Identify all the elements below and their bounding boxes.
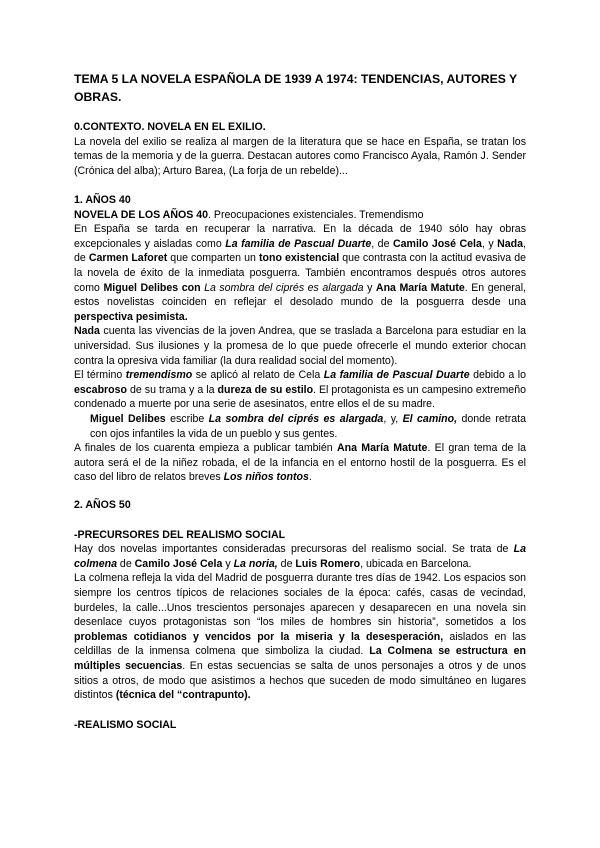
section-heading: 2. AÑOS 50 (74, 499, 131, 511)
section-2 (74, 498, 526, 732)
paragraph: El término tremendismo se aplicó al relato de Cela La familia de Pascual Duarte debido a lo escabroso de su trama y a la dureza de su estilo. El protagonista es un campesino extremeño condenado a muerte por una serie de asesinatos, entre ellos el de su madre. (74, 369, 526, 411)
section-heading: 1. AÑOS 40 (74, 194, 131, 206)
subsection-heading: -PRECURSORES DEL REALISMO SOCIAL (74, 528, 286, 541)
section-heading: 0.CONTEXTO. NOVELA EN EL EXILIO. (74, 121, 266, 133)
section-0 (74, 120, 526, 178)
paragraph: Nada cuenta las vivencias de la joven Andrea, que se traslada a Barcelona para estudiar en la universidad. Sus ilusiones y la promesa de lo que puede ofrecerle el mundo exterior chocan contra la opresiva vida familiar (la dura realidad social del momento). (74, 325, 526, 367)
paragraph: A finales de los cuarenta empieza a publicar también Ana María Matute. El gran tema de la autora será el de la niñez robada, el de la infancia en el entorno hostil de la posguerra. Es el caso del libro de relatos breves Los niños tontos. (74, 442, 526, 484)
paragraph: La colmena refleja la vida del Madrid de posguerra durante tres días de 1942. Los espacios son siempre los centros típicos de relaciones sociales de la época: cafés, casas de vecindad, burdeles, la calle...Unos trescientos personajes aparecen y desaparecen en una novela sin desenlace cuyos protagonistas son “los miles de hombres sin historia”, sometidos a los problemas cotidianos y vencidos por la miseria y la desesperación, aislados en las celdillas de la inmensa colmena que simboliza la ciudad. La Colmena se estructura en múltiples secuencias. En estas secuencias se salta de unos personajes a otros y de unos sitios a otros, de modo que asistimos a hechos que suceden de modo simultáneo en lugares distintos (técnica del “contrapunto). (74, 572, 526, 702)
paragraph: Miguel Delibes escribe La sombra del ciprés es alargada, y, El camino, donde retrata con ojos infantiles la vida de un pueblo y sus gentes. (90, 412, 526, 440)
page-title: TEMA 5 LA NOVELA ESPAÑOLA DE 1939 A 1974: TENDENCIAS, AUTORES Y OBRAS. (74, 72, 517, 104)
subsection-heading: -REALISMO SOCIAL (74, 718, 177, 731)
paragraph: En España se tarda en recuperar la narrativa. En la década de 1940 sólo hay obras excepcionales y aisladas como La familia de Pascual Duarte, de Camilo José Cela, y Nada, de Carmen Laforet que comparten un tono existencial que contrasta con la actitud evasiva de la novela de éxito de la inmediata posguerra. También encontramos después otros autores como Miguel Delibes con La sombra del ciprés es alargada y Ana María Matute. En general, estos novelistas coinciden en reflejar el desolado mundo de la posguerra desde una perspectiva pesimista. (74, 223, 527, 323)
paragraph: La novela del exilio se realiza al margen de la literatura que se hace en España, se tratan los temas de la memoria y de la guerra. Destacan autores como Francisco Ayala, Ramón J. Sender (Crónica del alba); Arturo Barea, (La forja de un rebelde)... (74, 135, 526, 177)
paragraph: Hay dos novelas importantes consideradas precursoras del realismo social. Se trata de La colmena de Camilo José Cela y La noria, de Luis Romero, ubicada en Barcelona. (74, 543, 526, 570)
subsection-heading: NOVELA DE LOS AÑOS 40. Preocupaciones existenciales. Tremendismo (74, 208, 424, 221)
section-1 (74, 193, 526, 485)
